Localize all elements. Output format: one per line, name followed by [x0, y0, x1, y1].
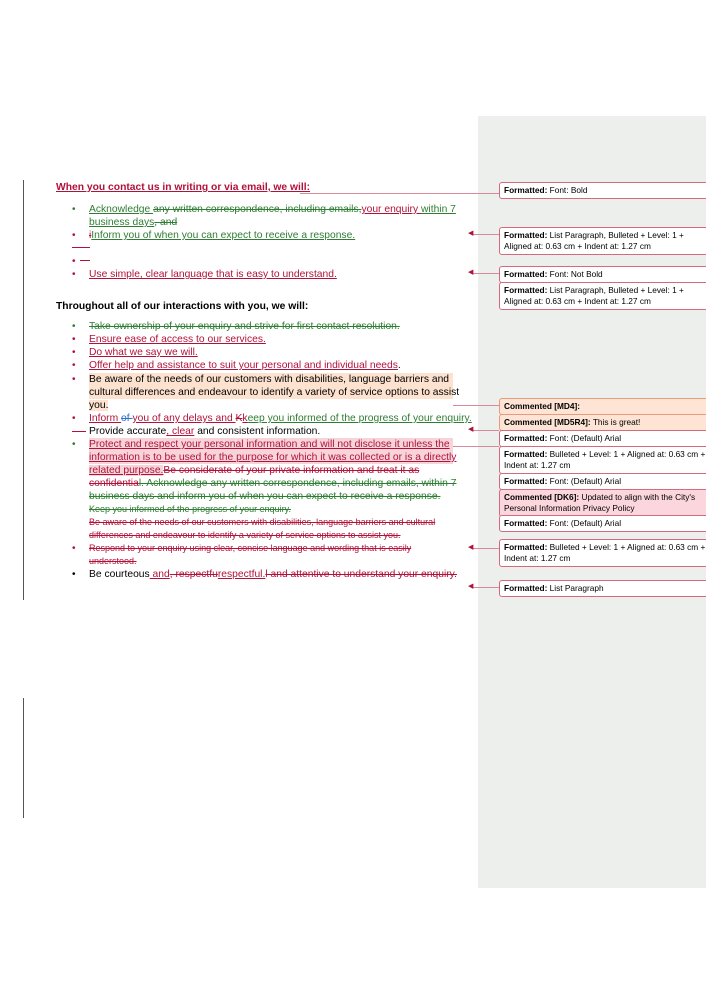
format-balloon[interactable]: Formatted: Bulleted + Level: 1 + Aligned at: 0.63 cm + Indent at: 1.27 cm: [499, 539, 706, 567]
change-bar: [23, 180, 24, 600]
list-item: Acknowledge any written correspondence, including emails,your enquiry within 7: [89, 204, 456, 215]
bullet: •: [72, 543, 76, 554]
bullet: •: [72, 269, 76, 280]
list-item: iInform you of when you can expect to receive a response.: [89, 230, 356, 241]
list-item: Offer help and assistance to suit your personal and individual needs.: [89, 360, 401, 371]
list-item: Inform of you of any delays and Kkeep you informed of the progress of your enquiry.: [89, 413, 472, 424]
section-heading-interactions: Throughout all of our interactions with you, we will:: [56, 301, 309, 312]
bullet: •: [72, 321, 76, 332]
format-balloon[interactable]: Formatted: Font: Not Bold: [499, 266, 706, 283]
list-item-deleted-bullet: [72, 425, 86, 438]
bullet: •: [72, 204, 76, 215]
comment-balloon[interactable]: Commented [DK6]: Updated to align with the City's Personal Information Privacy Policy: [499, 489, 706, 517]
comment-leader-line: [472, 430, 499, 431]
list-item-cont: business days, and: [89, 217, 178, 228]
leader-arrow-icon: ◀: [468, 269, 474, 276]
list-item-cont: cultural differences and endeavour to identify a variety of service options to assist: [89, 387, 460, 398]
list-item-cont: business days and inform you of when you can expect to receive a response.: [89, 491, 441, 502]
list-item: Use simple, clear language that is easy to understand.: [89, 269, 337, 280]
list-item-cont: understood.: [89, 556, 137, 566]
list-item-cont: you.: [89, 400, 109, 411]
comment-balloon[interactable]: Commented [MD5R4]: This is great!: [499, 414, 706, 431]
bullet: •: [72, 230, 76, 241]
format-balloon[interactable]: Formatted: List Paragraph, Bulleted + Level: 1 + Aligned at: 0.63 cm + Indent at: 1.27 cm: [499, 282, 706, 310]
leader-arrow-icon: ◀: [468, 426, 474, 433]
bullet: •: [72, 360, 76, 371]
comment-leader-line: [472, 548, 499, 549]
list-item: Be aware of the needs of our customers with disabilities, language barriers and: [89, 373, 453, 386]
list-item-cont: Keep you informed of the progress of your enquiry.: [89, 504, 291, 514]
format-balloon[interactable]: Formatted: List Paragraph: [499, 580, 706, 597]
comment-balloon[interactable]: Commented [MD4]:: [499, 398, 706, 415]
leader-arrow-icon: ◀: [468, 230, 474, 237]
comment-leader-line: [472, 234, 499, 235]
list-item: Respond to your enquiry using clear, concise language and wording that is easily: [89, 543, 412, 553]
format-balloon[interactable]: Formatted: Font: Bold: [499, 182, 706, 199]
bullet: •: [72, 439, 76, 450]
bullet: •: [72, 347, 76, 358]
leader-arrow-icon: ◀: [468, 544, 474, 551]
comment-leader-line: [453, 446, 499, 447]
list-item-cont: confidential. Acknowledge any written correspondence, including emails, within 7: [89, 478, 457, 489]
bullet: •: [72, 413, 76, 424]
list-item-cont: related purpose.Be considerate of your private information and treat it as: [89, 465, 420, 476]
bullet: •: [72, 256, 76, 267]
comment-leader-line: [472, 587, 499, 588]
list-item-cont: Be aware of the needs of our customers with disabilities, language barriers and cultural: [89, 517, 436, 527]
empty-deleted-line: [72, 241, 90, 248]
bullet: •: [72, 569, 76, 580]
format-balloon[interactable]: Formatted: List Paragraph, Bulleted + Level: 1 + Aligned at: 0.63 cm + Indent at: 1.27 cm: [499, 227, 706, 255]
list-item-cont: differences and endeavour to identify a variety of service options to assist you.: [89, 530, 401, 540]
format-balloon[interactable]: Formatted: Font: (Default) Arial: [499, 515, 706, 532]
change-bar: [23, 698, 24, 818]
comment-leader-line: [472, 273, 499, 274]
empty-deleted-line: [80, 260, 90, 261]
leader-arrow-icon: ◀: [468, 583, 474, 590]
bullet: •: [72, 374, 76, 385]
format-balloon[interactable]: Formatted: Font: (Default) Arial: [499, 430, 706, 447]
bullet: •: [72, 334, 76, 345]
list-item: Be courteous and, respectfurespectful.l and attentive to understand your enquiry.: [89, 569, 457, 580]
list-item-cont: information is to be used for the purpose for which it was collected or is a directly: [89, 452, 457, 463]
list-item: Do what we say we will.: [89, 347, 198, 358]
format-balloon[interactable]: Formatted: Bulleted + Level: 1 + Aligned at: 0.63 cm + Indent at: 1.27 cm: [499, 446, 706, 474]
comment-leader-line: [300, 193, 499, 194]
format-balloon[interactable]: Formatted: Font: (Default) Arial: [499, 473, 706, 490]
list-item: Provide accurate, clear and consistent information.: [89, 426, 321, 437]
list-item: Protect and respect your personal information and will not disclose it unless the: [89, 438, 453, 451]
list-item: Take ownership of your enquiry and strive for first contact resolution.: [89, 321, 400, 332]
section-heading-contact: When you contact us in writing or via email, we will:: [56, 182, 311, 193]
list-item: Ensure ease of access to our services.: [89, 334, 266, 345]
comment-leader-line: [453, 405, 499, 406]
